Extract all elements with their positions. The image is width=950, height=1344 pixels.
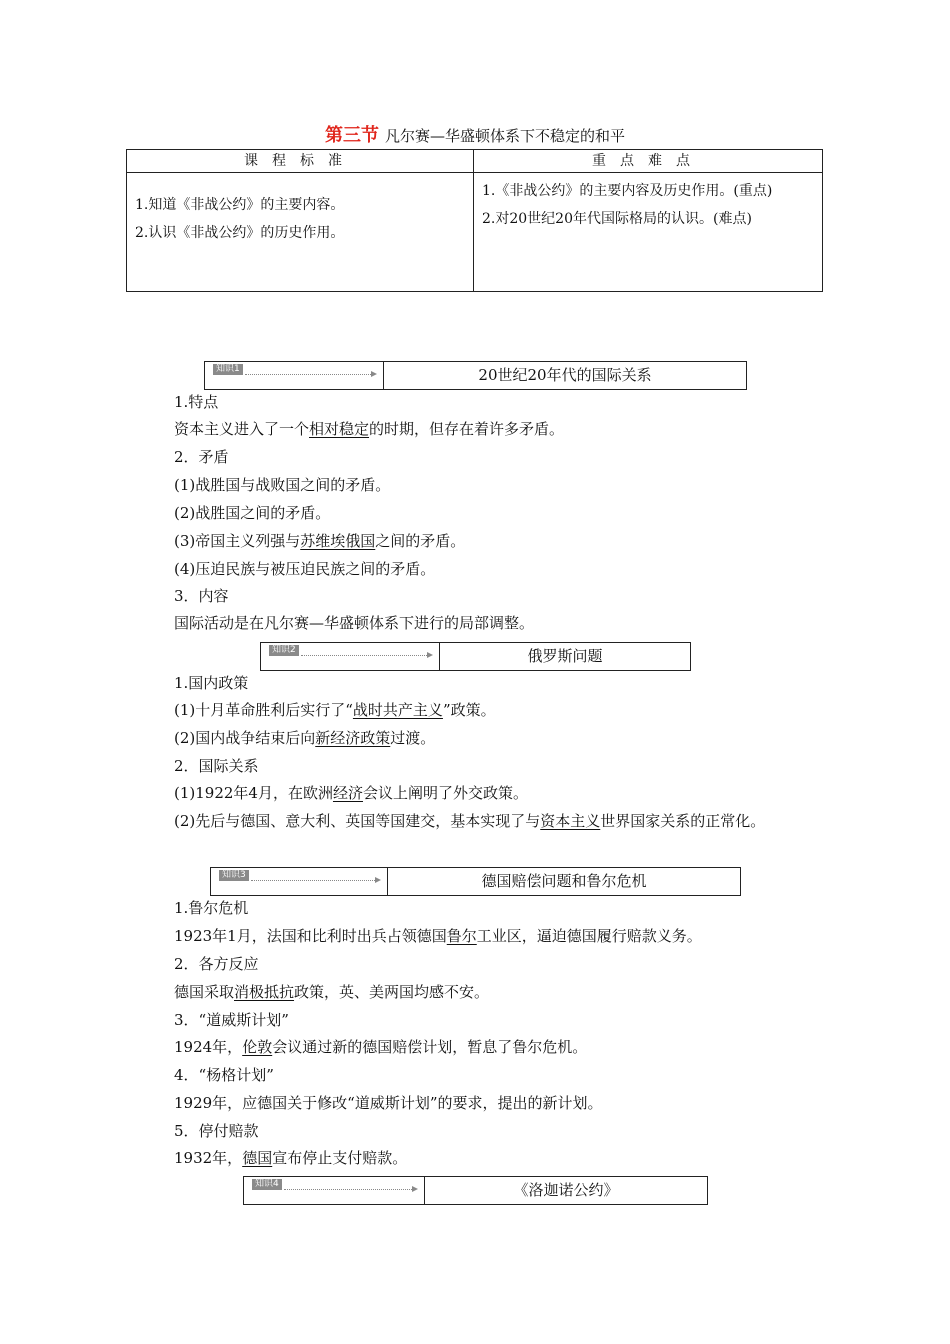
- knowledge-3-header: [210, 867, 741, 896]
- k1-line: (4)压迫民族与被压迫民族之间的矛盾。: [174, 560, 436, 578]
- knowledge-1-label: [205, 362, 384, 389]
- k3-line: 2．各方反应: [174, 955, 259, 973]
- k2-line: (2)国内战争结束后向新经济政策过渡。: [174, 729, 436, 747]
- standards-cell: [127, 173, 474, 292]
- k1-line: 3．内容: [174, 587, 229, 605]
- k3-line: 德国采取消极抵抗政策，英、美两国均感不安。: [174, 983, 490, 1001]
- k3-line: 4．“杨格计划”: [174, 1066, 274, 1084]
- knowledge-tag: 知识4: [252, 1179, 282, 1190]
- knowledge-tag: 知识1: [213, 364, 243, 375]
- knowledge-4-label: [244, 1177, 425, 1204]
- standard-item: 2.认识《非战公约》的历史作用。: [135, 225, 345, 241]
- section-subtitle: 凡尔赛—华盛顿体系下不稳定的和平: [384, 127, 625, 145]
- k3-line: 1924年，伦敦会议通过新的德国赔偿计划，暂息了鲁尔危机。: [174, 1038, 588, 1056]
- page-title: [0, 125, 950, 147]
- k2-line: (1)十月革命胜利后实行了“战时共产主义”政策。: [174, 701, 496, 719]
- keypoints-header: 重点难点: [474, 150, 823, 173]
- knowledge-4-header: [243, 1176, 708, 1205]
- knowledge-2-header: [260, 642, 691, 671]
- key-term: 资本主义: [540, 812, 601, 830]
- standards-table: [126, 149, 823, 292]
- knowledge-3-heading: 德国赔偿问题和鲁尔危机: [481, 872, 647, 890]
- knowledge-4-heading: 《洛迦诺公约》: [513, 1181, 619, 1199]
- arrow-icon: [284, 1189, 416, 1190]
- k1-line: (2)战胜国之间的矛盾。: [174, 504, 331, 522]
- k1-line: (1)战胜国与战败国之间的矛盾。: [174, 476, 391, 494]
- k2-line: (1)1922年4月，在欧洲经济会议上阐明了外交政策。: [174, 784, 528, 802]
- keypoints-cell: [474, 173, 823, 292]
- k1-line: 资本主义进入了一个相对稳定的时期，但存在着许多矛盾。: [174, 420, 565, 438]
- k3-line: 1923年1月，法国和比利时出兵占领德国鲁尔工业区，逼迫德国履行赔款义务。: [174, 927, 702, 945]
- key-term: 消极抵抗: [234, 983, 295, 1001]
- key-term: 苏维埃俄国: [300, 532, 376, 550]
- key-term: 新经济政策: [315, 729, 391, 747]
- knowledge-tag: 知识3: [219, 870, 249, 881]
- k2-line: 1.国内政策: [174, 674, 249, 692]
- k1-line: 1.特点: [174, 393, 219, 411]
- arrow-icon: [251, 880, 379, 881]
- knowledge-tag: 知识2: [269, 645, 299, 656]
- key-term: 经济: [332, 784, 363, 802]
- keypoint-item: 2.对20世纪20年代国际格局的认识。(难点): [482, 211, 752, 227]
- knowledge-3-label: [211, 868, 388, 895]
- k3-line: 1.鲁尔危机: [174, 899, 249, 917]
- k2-line: 2．国际关系: [174, 757, 259, 775]
- section-number: 第三节: [324, 125, 379, 146]
- arrow-icon: [245, 374, 375, 375]
- knowledge-1-heading: 20世纪20年代的国际关系: [478, 366, 652, 384]
- k1-line: 2．矛盾: [174, 448, 229, 466]
- standard-item: 1.知道《非战公约》的主要内容。: [135, 197, 345, 213]
- k2-paragraph: (2)先后与德国、意大利、英国等国建交，基本实现了与资本主义世界国家关系的正常化。: [174, 812, 766, 830]
- key-term: 战时共产主义: [352, 701, 443, 719]
- knowledge-2-heading: 俄罗斯问题: [527, 647, 603, 665]
- arrow-icon: [301, 655, 431, 656]
- knowledge-1-header: [204, 361, 747, 390]
- key-term: 德国: [242, 1149, 273, 1167]
- k3-line: 1932年，德国宣布停止支付赔款。: [174, 1149, 408, 1167]
- key-term: 鲁尔: [446, 927, 477, 945]
- knowledge-2-label: [261, 643, 440, 670]
- k1-line: 国际活动是在凡尔赛—华盛顿体系下进行的局部调整。: [174, 614, 535, 632]
- k3-line: 5．停付赔款: [174, 1122, 259, 1140]
- standards-header: 课程标准: [127, 150, 474, 173]
- keypoint-item: 1.《非战公约》的主要内容及历史作用。(重点): [482, 183, 773, 199]
- key-term: 相对稳定: [309, 420, 370, 438]
- k3-line: 3．“道威斯计划”: [174, 1011, 289, 1029]
- k3-line: 1929年，应德国关于修改“道威斯计划”的要求，提出的新计划。: [174, 1094, 603, 1112]
- key-term: 伦敦: [242, 1038, 273, 1056]
- k1-line: (3)帝国主义列强与苏维埃俄国之间的矛盾。: [174, 532, 466, 550]
